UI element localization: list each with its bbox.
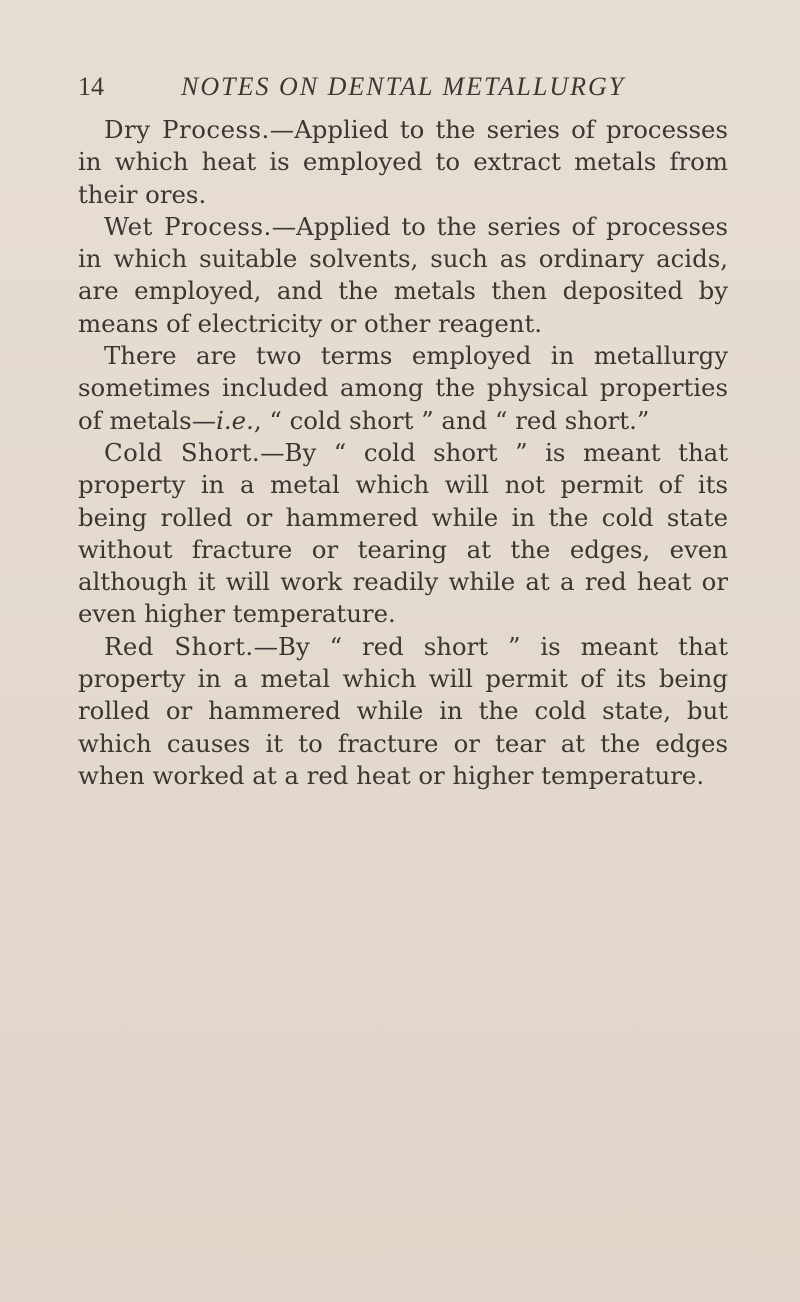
terms-intro-tail: , “ cold short ” and “ red short.” [253,405,650,435]
definition-cold-short: —By “ cold short ” is meant that property in a metal which will not permit of its being rolled or hammered while in the cold state without fracture or tearing at the edges, even although it will work readily while at a red heat or even higher temperature. [78,437,728,629]
page-number: 14 [78,72,104,101]
terms-intro-text: There are two terms employed in metallurgy sometimes included among the physical properties of metals— [78,341,728,435]
definition-dry-process: —Applied to the series of processes in which heat is employed to extract metals from their ores. [78,115,729,209]
abbreviation-ie: i.e. [216,405,254,435]
paragraph-dry-process [78,114,728,211]
term-wet-process: Wet Process. [104,211,272,241]
body-text [78,114,728,792]
running-head: NOTES ON DENTAL METALLURGY [181,72,626,101]
paragraph-terms-intro [78,340,728,437]
page-header [78,72,738,108]
paragraph-wet-process [78,211,728,340]
term-dry-process: Dry Process. [104,115,270,144]
term-cold-short: Cold Short. [104,437,261,467]
definition-red-short: —By “ red short ” is meant that property in a metal which will permit of its being rolled or hammered while in the cold state, but which causes it to fracture or tear at the edges when worked at a red heat or higher temperature. [78,631,728,790]
paragraph-cold-short [78,437,728,631]
term-red-short: Red Short. [104,631,254,661]
definition-wet-process: —Applied to the series of processes in which suitable solvents, such as ordinary acids, are employed, and the metals then deposited by means of electricity or other reagent. [78,211,728,338]
paragraph-red-short [78,631,728,792]
